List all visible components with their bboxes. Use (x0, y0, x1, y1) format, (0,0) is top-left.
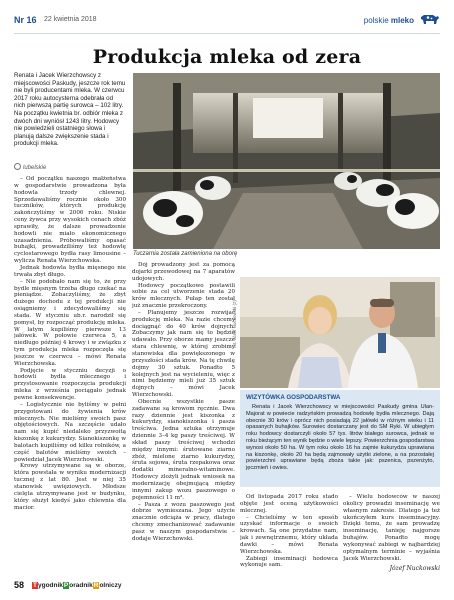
info-box-title: WIZYTÓWKA GOSPODARSTWA (246, 394, 341, 401)
issue-number: Nr 16 (14, 15, 37, 25)
issue-date: 22 kwietnia 2018 (44, 16, 97, 23)
photo-credit: fot. Józef Nuckowski (2) (232, 300, 237, 348)
paragraph: Renata i Jacek Wierzchowscy w miejscowości Paskudy gmina Ulan-Majorat w powiecie radzyńskim prowadzą hodowlę bydła mlecznego. Dają obecnie 30 krów i oprócz nich posiadają 22 jałówki w różnym wieku i 11 opasanych buhajków. Surowiec dostarczany jest do SM Ryki. W ubiegłym roku hodowcy dostarczyli około 57 tys. litrów białego surowca, jednak w roku bieżącym ten wynik będzie o wiele lepszy. Powierzchnia gospodarstwa wynosi około 50 ha. W tym roku około 16 ha zajmie kukurydza uprawiana na kiszonkę, około 20 ha będą zajmowały użytki zielone, a na pozostałej powierzchni uprawiane będą zboża takie jak: pszenica, pszenżyto, jęczmień i owies. (246, 404, 434, 472)
paragraph: – Pasza z wozu paszowego jest dobrze wymieszana. Jego użycie znacznie odciąża w pracy, dlatego chcemy zmechanizować zadawanie pasz w naszym gospodarstwie – dodaje Wierzchowski. (132, 501, 235, 542)
article-region: lubelskie (14, 163, 46, 171)
farm-info-box (240, 390, 440, 487)
paragraph: Jednak hodowla bydła mięsnego nie trwała zbyt długo. (14, 264, 126, 278)
info-box-text (246, 404, 434, 472)
article-column-4 (343, 494, 440, 566)
paragraph: Od listopada 2017 roku stado objęte jest oceną użytkowości mlecznej. (240, 494, 338, 514)
article-column-3 (240, 494, 338, 572)
article-title: Produkcja mleka od zera (92, 46, 362, 68)
paragraph: – Logistycznie nie byliśmy w pełni przygotowani do żywienia krów mlecznych. Nie mieliśmy swoich pasz objętościowych. Na szczęście udało nam się kupić niedaleko przyzwoitą kiszonkę z kukurydzy. Sianokiszonkę w balotach kupiliśmy od kilku rolników, a część balotów mieliśmy swoich – powiedział Jacek Wierzchowski. (14, 401, 126, 463)
cow-icon (418, 12, 440, 28)
paragraph: Hodowcy początkowo postawili sobie za cel utworzenie stada 20 krów mlecznych. Pułap ten został już znacznie przekroczony. (132, 282, 235, 310)
paragraph: – Nie podobało nam się to, że przy bydle mięsnym trzeba długo czekać na pieniądze. Zobaczyliśmy, że zbyt dużego dochodu z tej produkcji nie osiągniemy i zdecydowaliśmy się stada. W styczniu ub.r. narodził się pomysł, by rozpocząć produkcję mleka. W latym kupiliśmy pierwsze 13 jałówek. W połowie czerwca 5, a niedługo później 4 krowy i w związku z tym produkcja mleka rozpoczęła się jeszcze w czerwcu – mówi Renata Wierzchowska. (14, 278, 126, 367)
paragraph: – Od początku naszego małżeństwa w gospodarstwie prowadzona była hodowla trzody chlewnej. Sprzedawaliśmy rocznie około 300 tuczników, których produkcję zakończyliśmy w 2006 roku. Niskie ceny żywca przy wysokich cenach zbóż sprawiły, że dalsze prowadzenie hodowli nie miało ekonomicznego uzasadnienia. Próbowaliśmy opasać buhajki, prowadziliśmy też hodowlę cyclostarowego bydła rasy limousine – wylicza Renata Wierzchowska. (14, 176, 126, 265)
paragraph: Obecnie wszystkie pasze zadawane są krowom ręcznie. Dwa razy dziennie jest kiszonka z kukurydzy, sianokiszonka i pasza treściwa. Jedna sztuka otrzymuje dziennie 3–4 kg paszy treściwej. W skład paszy treściwej wchodzi między innymi: śrutowane ziarno zbóż, mielone ziarno kukurydzy, śruta sojowa, śruta rzepakowa oraz dodatki mineralno-witaminowe. Hodowcy zlożyli jednak wniosek na modernizację obejmującą między innymi zakup wozu paszowego o pojemności 11 m³. (132, 398, 235, 501)
author-signature: Józef Nuckowski (389, 565, 440, 572)
article-column-2 (132, 262, 235, 572)
barn-photo-caption: Tuczarnia została zamieniona na oborę (133, 251, 238, 257)
publication-initial: R (93, 582, 99, 589)
location-pin-icon (14, 163, 21, 170)
paragraph: Dój prowadzony jest za pomocą dojarki przewodowej na 7 aparatów udojowych. (132, 262, 235, 282)
paragraph: – Chcieliśmy w ten sposób uzyskać informacje o swoich krowach. Są one przydatne nam, jak i zewnętrznemu, który układa dawki – mówi Renata Wierzchowska. (240, 514, 338, 555)
publication-name (32, 582, 121, 589)
publication-initial: T (33, 582, 37, 589)
farmers-photo (240, 277, 440, 388)
page-footer (14, 580, 440, 592)
publication-word: ygodnik (37, 582, 63, 589)
paragraph: Podjęcie w styczniu decyzji o hodowli bydła mlecznego i przystosowanie rozpoczęcia produkcji mleka z września pociągało jednak pewne konsekwencje. (14, 367, 126, 401)
article-column-1 (14, 176, 126, 578)
section-brand: polskie mleko (363, 16, 414, 25)
publication-word: oradnik (69, 582, 93, 589)
publication-word: olniczy (99, 582, 122, 589)
page-header (14, 12, 440, 34)
paragraph: – Planujemy jeszcze rozwijać produkcję mleka. Na razie chcemy dociągnąć do 40 krów dojnych. Zobaczymy jak nam się to będzie udawało. Przy oborze mamy jeszcze stara chlewnię, w której zrobimy stanowiska dla powiększonego w przyszłości stada krów. Na tę chwilę dojmy 30 sztuk. Ponadto 5 kolejnych jest na wycieleniu, więc z nimi będziemy mieli już 35 sztuk dojnych – mówi Jacek Wierzchowski. (132, 309, 235, 399)
page-number: 58 (14, 580, 25, 590)
paragraph: Zabiegi inseminacji hodowca wykonuje sam. (240, 555, 338, 569)
paragraph: Krowy utrzymywane są w oborze, która powstała w wyniku modernizacji tucznej z lat 80. Jest w niej 35 stanowisk uwięziowych. Młodsze cielęta utrzymywane jest w budynku, który służył kiedyś jako chlewnia dla macior. (14, 463, 126, 511)
barn-photo (133, 73, 440, 249)
barn-illustration (133, 73, 440, 249)
publication-initial: P (63, 582, 69, 589)
paragraph: – Wielu hodowców w naszej okolicy prowadzi inseminację we własnym zakresie. Dlatego ja też ukończyłem kurs inseminacyjny. Dzięki temu, że sam prowadzę inseminację, tanieję najgorsze buhajów. Ponadto mogę wykonywać zabiegi w najbardziej optymalnym terminie – wyjaśnia Jacek Wierzchowski. (343, 494, 440, 562)
farmers-illustration (240, 277, 440, 388)
article-lead: Renata i Jacek Wierzchowscy z miejscowości Paskudy, jeszcze rok temu nie byli producentami mleka. W czerwcu 2017 roku autocysterna odebrała od nich pierwszą partię surowca – 102 litry. Na początku kwietnia br. odbiór mleka z dwóch dni wyniósł 1243 litry. Hodowcy nie powiedzieli ostatniego słowa i planują dalsze zwiększenie stada i produkcji mleka. (14, 72, 126, 148)
